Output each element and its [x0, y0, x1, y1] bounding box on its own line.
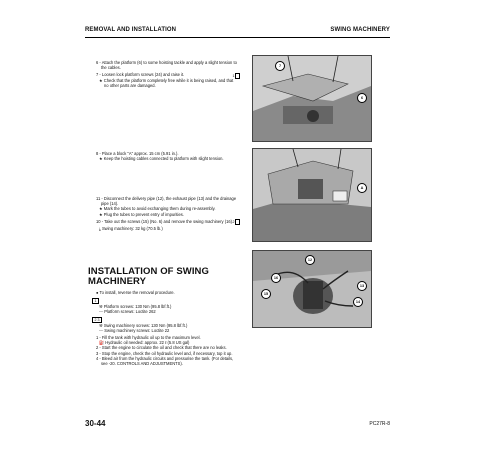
callout-7: 7 [275, 61, 285, 71]
page-header [85, 27, 390, 37]
step-10-text: 10 - Take out the screws (15) (No. 6) and remove the swing machinery (16). [96, 218, 234, 224]
swing-weight-text: Swing machinery: 32 kg (70.5 lb.) [101, 226, 163, 232]
install-torque-1-text: Platform screws: 130 Nm (95.8 lbf.ft.) [103, 303, 172, 309]
install-step-1: 1 - Fill the tank with hydraulic oil up to the maximum level. [96, 335, 201, 341]
ref-box-2: 2 [235, 219, 240, 225]
step-7-note: ★ Check that the platform completely free while it is being raised, and that no other parts are damaged. [99, 77, 234, 88]
oil-can-icon: ⛽ [99, 340, 106, 346]
install-loctite-1 [92, 309, 240, 314]
swing-weight [92, 226, 240, 231]
header-section-title: REMOVAL AND INSTALLATION [85, 27, 177, 33]
torque-wrench-icon: ⚒ [99, 322, 104, 328]
photo-platform-lift-drawing [253, 56, 371, 141]
step-8-note: ★ Keep the hoisting cables connected to platform with slight tension. [99, 156, 224, 162]
weight-icon: ⤓ [99, 226, 102, 232]
photo-swing-machinery [252, 250, 372, 328]
header-rule [85, 37, 390, 38]
install-loctite-2-text: Swing machinery screws: Loctite 22 [104, 327, 170, 333]
step-6: 6 - Attach the platform (6) to some hoisting tackle and apply a slight tension to the cables. [96, 60, 237, 71]
photo-platform-lift [252, 55, 372, 142]
install-step-2: 2 - Start the engine to circulate the oil and check that there are no leaks. [96, 345, 227, 351]
callout-6: 6 [357, 93, 367, 103]
install-loctite-2 [92, 328, 240, 333]
install-oil-text: Hydraulic oil needed: approx. 22 ℓ (5.8 US gal) [105, 340, 190, 346]
install-torque-2-text: Swing machinery screws: 130 Nm (95.8 lbf.ft.) [103, 322, 188, 328]
photo-block-placement-drawing [253, 149, 371, 241]
step-7-text: 7 - Loosen lock platform screws (24) and raise it. [96, 72, 185, 78]
torque-wrench-icon: ⚒ [99, 303, 104, 309]
callout-15: 15 [261, 289, 271, 299]
install-step-4: 4 - Bleed air from the hydraulic circuits and pressurise the tank. (For details, see -20. CONTROLS AND ADJUSTMENTS). [96, 355, 234, 367]
model-code: PC27R-8 [369, 421, 390, 427]
photo-block-placement [252, 148, 372, 242]
removal-steps-low [92, 196, 240, 231]
removal-steps-mid [92, 151, 240, 161]
step-8: 8 - Place a block "A" approx. 15 cm (5.91 in.). [96, 151, 179, 156]
adhesive-icon: 〰 [99, 327, 105, 333]
ref-box-1: 1 [235, 73, 240, 79]
callout-a: A [357, 183, 367, 193]
callout-16: 16 [271, 273, 281, 283]
step-11-note-2: ★ Plug the tubes to prevent entry of impurities. [99, 211, 184, 217]
install-ref-2: 2 3 [92, 317, 102, 323]
header-chapter-title: SWING MACHINERY [330, 27, 390, 33]
callout-13: 13 [357, 281, 367, 291]
adhesive-icon: 〰 [99, 308, 105, 314]
removal-steps-top [92, 60, 240, 88]
install-ref-1: 1 [92, 298, 99, 304]
step-11: 11 - Disconnect the delivery pipe (12), the exhaust pipe (13) and the drainage pipe (14). [96, 196, 237, 207]
install-loctite-1-text: Platform screws: Loctite 262 [104, 308, 156, 314]
install-step-3: 3 - Stop the engine, check the oil hydraulic level and, if necessary, top it up. [96, 350, 233, 356]
install-heading: INSTALLATION OF SWING MACHINERY [88, 266, 210, 287]
callout-12: 12 [305, 255, 315, 265]
install-intro: ● To install, reverse the removal procedure. [96, 290, 175, 295]
callout-14: 14 [353, 297, 363, 307]
install-steps [92, 290, 240, 366]
step-11-note-1: ★ Mark the tubes to avoid exchanging them during re-assembly. [99, 206, 216, 212]
step-10 [92, 219, 240, 224]
page-number: 30-44 [85, 419, 106, 428]
